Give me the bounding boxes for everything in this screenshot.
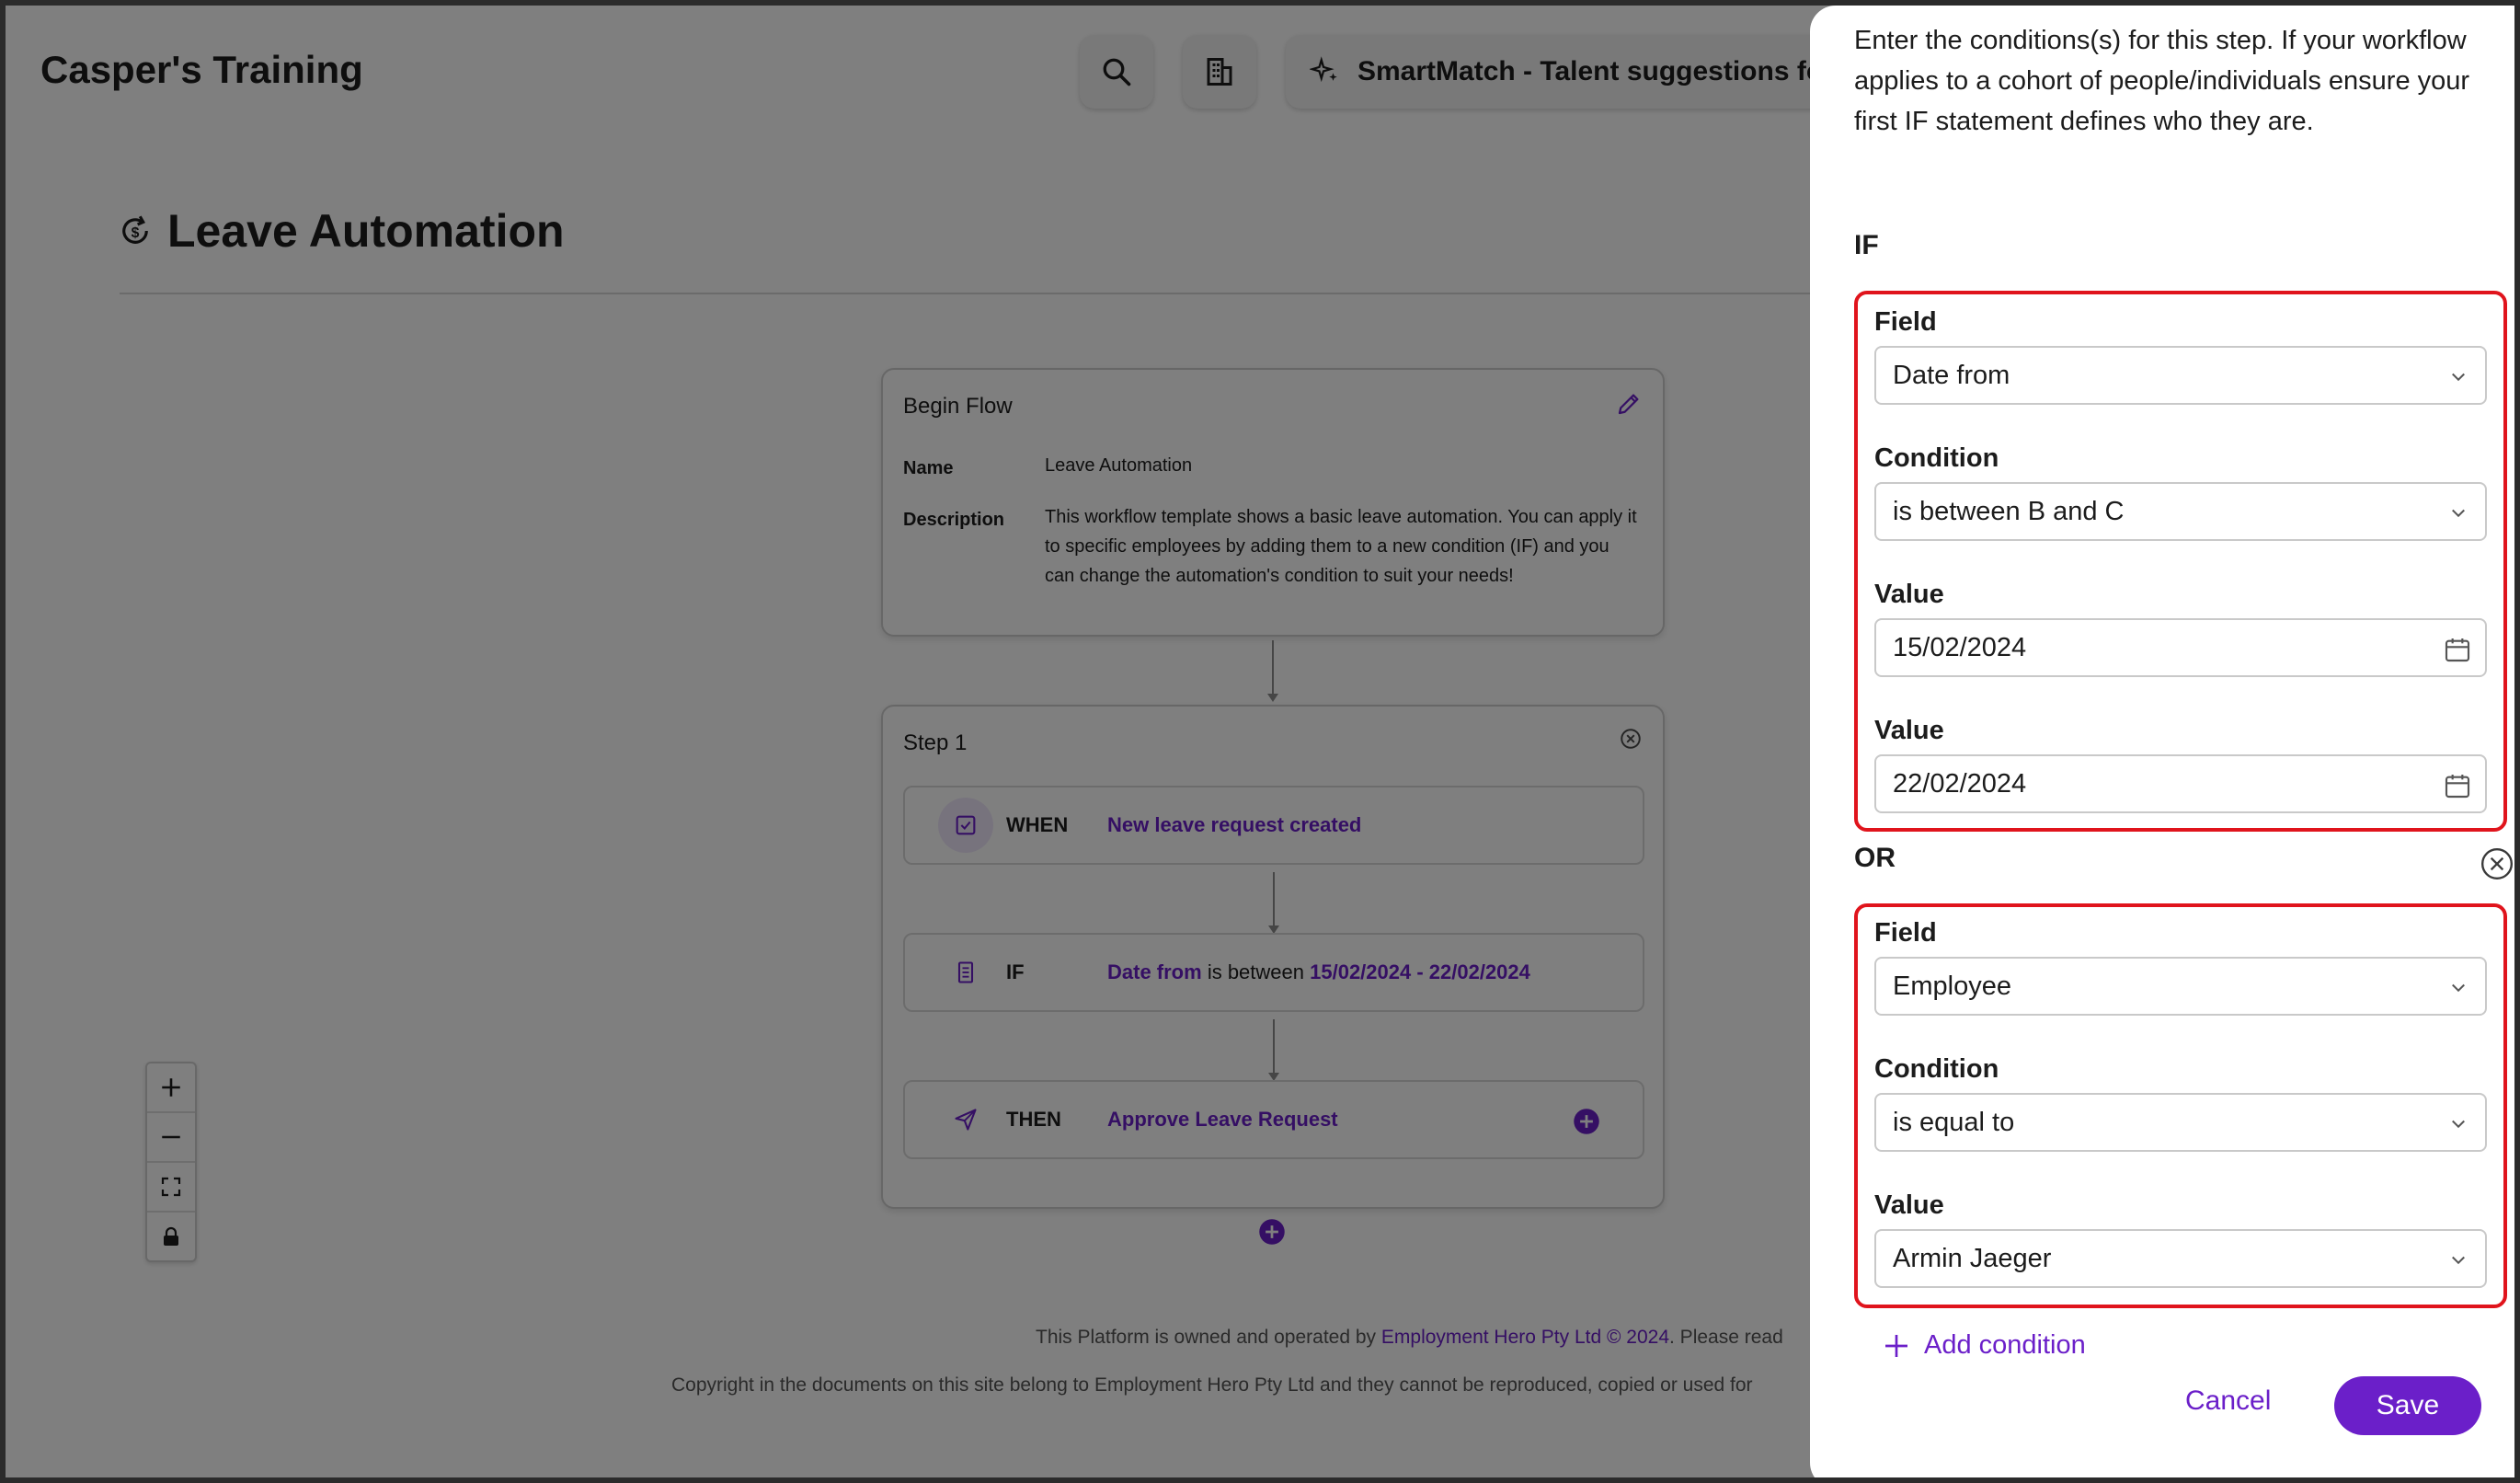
start-date-input[interactable]	[1874, 618, 2487, 677]
if-section-label: IF	[1854, 230, 1879, 260]
field-select-value: Employee	[1893, 971, 2011, 1001]
field-select-value: Date from	[1893, 360, 2010, 390]
plus-icon	[1882, 1331, 1911, 1361]
condition-select[interactable]	[1874, 482, 2487, 541]
cancel-button[interactable]: Cancel	[2185, 1385, 2272, 1416]
chevron-down-icon	[2445, 1246, 2472, 1273]
chevron-down-icon	[2445, 1109, 2472, 1137]
condition-group-1	[1854, 291, 2507, 832]
condition-group-2	[1854, 903, 2507, 1308]
value-label: Value	[1874, 716, 1944, 745]
value-label: Value	[1874, 1190, 1944, 1220]
chevron-down-icon	[2445, 362, 2472, 390]
condition-panel	[1810, 6, 2520, 1483]
employee-select-value: Armin Jaeger	[1893, 1243, 2052, 1273]
close-circle-icon	[2480, 846, 2514, 881]
remove-or-condition-button[interactable]	[2480, 846, 2514, 886]
panel-instructions: Enter the conditions(s) for this step. If your workflow applies to a cohort of people/individuals ensure your first IF statement defines who they are.	[1854, 26, 2470, 136]
condition-select-value: is between B and C	[1893, 496, 2125, 526]
field-select[interactable]	[1874, 957, 2487, 1016]
or-section-label: OR	[1854, 843, 1896, 873]
start-date-value: 15/02/2024	[1893, 632, 2027, 662]
condition-label: Condition	[1874, 443, 1999, 473]
condition-select[interactable]	[1874, 1093, 2487, 1152]
field-label: Field	[1874, 918, 1937, 948]
calendar-icon[interactable]	[2443, 771, 2472, 800]
end-date-value: 22/02/2024	[1893, 768, 2027, 799]
condition-select-value: is equal to	[1893, 1107, 2015, 1137]
field-label: Field	[1874, 307, 1937, 337]
chevron-down-icon	[2445, 973, 2472, 1001]
value-label: Value	[1874, 580, 1944, 609]
save-button[interactable]: Save	[2334, 1376, 2481, 1435]
condition-label: Condition	[1874, 1054, 1999, 1084]
employee-select[interactable]	[1874, 1229, 2487, 1288]
add-condition-label: Add condition	[1924, 1330, 2086, 1360]
add-condition-button[interactable]	[1882, 1330, 2086, 1361]
chevron-down-icon	[2445, 499, 2472, 526]
end-date-input[interactable]	[1874, 754, 2487, 813]
calendar-icon[interactable]	[2443, 635, 2472, 664]
field-select[interactable]	[1874, 346, 2487, 405]
